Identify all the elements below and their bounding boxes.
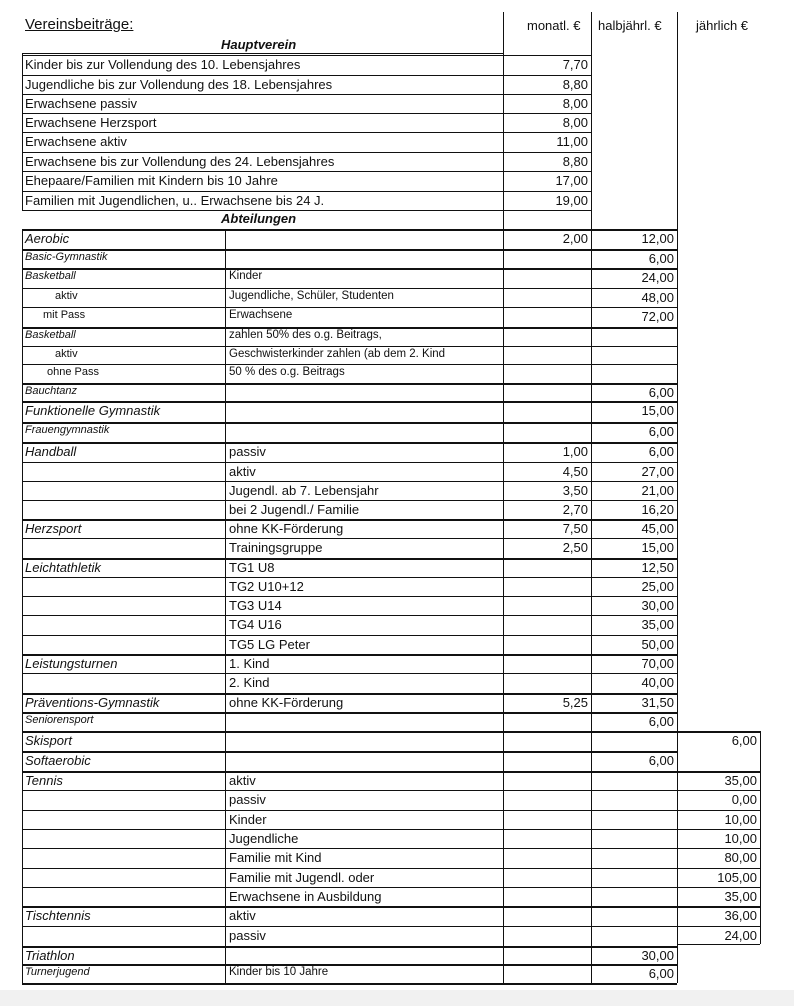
fee-yearly: 35,00	[724, 773, 757, 788]
row-rule	[22, 191, 591, 192]
row-rule	[22, 964, 677, 966]
row-rule	[22, 268, 677, 270]
row-rule	[22, 152, 591, 153]
fee-halfyear: 27,00	[641, 464, 674, 479]
department-name: Basic-Gymnastik	[25, 251, 108, 263]
department-name: aktiv	[55, 348, 78, 360]
fee-monthly: 4,50	[562, 464, 588, 479]
row-rule	[22, 983, 677, 985]
fee-monthly: 1,00	[562, 444, 588, 459]
fee-description: aktiv	[229, 464, 256, 479]
member-fee-label: Erwachsene Herzsport	[25, 115, 157, 130]
fee-halfyear: 40,00	[641, 675, 674, 690]
member-fee-monthly: 8,00	[562, 96, 588, 111]
fee-halfyear: 21,00	[641, 483, 674, 498]
department-name: Softaerobic	[25, 753, 91, 768]
fee-description: TG1 U8	[229, 560, 275, 575]
column-rule	[760, 731, 761, 944]
fee-halfyear: 25,00	[641, 579, 674, 594]
member-fee-label: Erwachsene bis zur Vollendung des 24. Lebensjahres	[25, 154, 335, 169]
fee-halfyear: 31,50	[641, 695, 674, 710]
row-rule	[22, 887, 760, 888]
department-name: Tennis	[25, 773, 63, 788]
fee-description: 2. Kind	[229, 675, 270, 690]
column-header-yearly: jährlich €	[696, 18, 749, 33]
row-rule	[22, 462, 677, 463]
column-rule	[677, 12, 678, 983]
department-name: Präventions-Gymnastik	[25, 695, 160, 710]
row-rule	[22, 249, 677, 251]
department-name: aktiv	[55, 290, 78, 302]
row-rule	[22, 790, 760, 791]
row-rule	[22, 364, 677, 365]
row-rule	[22, 75, 591, 76]
row-rule	[22, 810, 760, 811]
fee-description: 50 % des o.g. Beitrags	[229, 366, 345, 378]
fee-halfyear: 15,00	[641, 403, 674, 418]
fee-description: Jugendl. ab 7. Lebensjahr	[229, 483, 379, 498]
fee-halfyear: 12,00	[641, 231, 674, 246]
fee-description: Trainingsgruppe	[229, 540, 323, 555]
row-rule	[22, 288, 677, 289]
row-rule	[22, 731, 760, 733]
fee-halfyear: 24,00	[641, 270, 674, 285]
department-name: Seniorensport	[25, 714, 94, 726]
row-rule	[22, 635, 677, 636]
fee-description: ohne KK-Förderung	[229, 695, 344, 710]
row-rule	[22, 673, 677, 674]
department-name: Frauengymnastik	[25, 424, 110, 436]
fee-description: passiv	[229, 928, 266, 943]
department-name: Handball	[25, 444, 77, 459]
fee-halfyear: 6,00	[648, 251, 674, 266]
fee-description: aktiv	[229, 773, 256, 788]
member-fee-label: Jugendliche bis zur Vollendung des 18. Lebensjahres	[25, 77, 333, 92]
fee-description: Kinder bis 10 Jahre	[229, 966, 329, 978]
row-rule	[22, 113, 591, 114]
row-rule	[22, 615, 677, 616]
fee-description: aktiv	[229, 908, 256, 923]
fee-monthly: 7,50	[562, 521, 588, 536]
member-fee-label: Kinder bis zur Vollendung des 10. Lebensjahres	[25, 57, 301, 72]
fee-yearly: 24,00	[724, 928, 757, 943]
row-rule	[22, 596, 677, 597]
department-name: Leichtathletik	[25, 560, 101, 575]
fee-halfyear: 6,00	[648, 385, 674, 400]
fee-description: Familie mit Kind	[229, 850, 322, 865]
fee-yearly: 35,00	[724, 889, 757, 904]
row-rule	[22, 654, 677, 656]
fee-halfyear: 50,00	[641, 637, 674, 652]
row-rule	[22, 751, 677, 753]
fee-description: Erwachsene in Ausbildung	[229, 889, 382, 904]
row-rule	[22, 94, 591, 95]
page-bottom-strip	[0, 990, 794, 1006]
column-rule	[22, 229, 23, 983]
department-name: Funktionelle Gymnastik	[25, 403, 161, 418]
fee-description: Kinder	[229, 270, 263, 282]
member-fee-monthly: 8,80	[562, 77, 588, 92]
department-name: Tischtennis	[25, 908, 91, 923]
fee-halfyear: 30,00	[641, 598, 674, 613]
row-rule	[22, 132, 591, 133]
fee-description: Jugendliche, Schüler, Studenten	[229, 290, 394, 302]
column-rule	[591, 12, 592, 983]
fee-description: Familie mit Jugendl. oder	[229, 870, 375, 885]
fee-yearly: 10,00	[724, 812, 757, 827]
column-rule	[225, 229, 226, 983]
row-rule	[22, 712, 677, 714]
fee-halfyear: 15,00	[641, 540, 674, 555]
member-fee-label: Familien mit Jugendlichen, u.. Erwachsene bis 24 J.	[25, 193, 325, 208]
department-name: Bauchtanz	[25, 385, 77, 397]
department-name: Skisport	[25, 733, 72, 748]
fee-monthly: 2,50	[562, 540, 588, 555]
row-rule	[22, 481, 677, 482]
member-fee-label: Ehepaare/Familien mit Kindern bis 10 Jahre	[25, 173, 278, 188]
column-rule	[503, 12, 504, 983]
member-fee-label: Erwachsene passiv	[25, 96, 137, 111]
department-name: Triathlon	[25, 948, 75, 963]
fee-description: passiv	[229, 444, 266, 459]
row-rule	[22, 848, 760, 849]
fee-halfyear: 30,00	[641, 948, 674, 963]
fee-halfyear: 6,00	[648, 753, 674, 768]
section-heading-abteilungen: Abteilungen	[221, 211, 297, 226]
row-rule	[22, 171, 591, 172]
row-rule	[22, 558, 677, 560]
fee-yearly: 105,00	[717, 870, 757, 885]
fee-halfyear: 12,50	[641, 560, 674, 575]
fee-halfyear: 70,00	[641, 656, 674, 671]
department-name: mit Pass	[43, 309, 86, 321]
department-name: Turnerjugend	[25, 966, 90, 978]
row-rule	[22, 383, 677, 385]
member-fee-monthly: 8,00	[562, 115, 588, 130]
member-fee-monthly: 11,00	[556, 134, 588, 149]
fee-halfyear: 35,00	[641, 617, 674, 632]
fee-description: TG4 U16	[229, 617, 282, 632]
fee-halfyear: 48,00	[641, 290, 674, 305]
fee-description: Jugendliche	[229, 831, 299, 846]
fee-halfyear: 6,00	[648, 966, 674, 981]
department-name: Leistungsturnen	[25, 656, 118, 671]
section-heading-hauptverein: Hauptverein	[221, 37, 297, 52]
fee-monthly: 2,00	[562, 231, 588, 246]
fee-description: TG5 LG Peter	[229, 637, 310, 652]
row-rule	[22, 771, 760, 773]
fee-description: Geschwisterkinder zahlen (ab dem 2. Kind	[229, 348, 446, 360]
fee-monthly: 5,25	[562, 695, 588, 710]
fee-description: Kinder	[229, 812, 267, 827]
fee-description: TG2 U10+12	[229, 579, 304, 594]
fee-description: zahlen 50% des o.g. Beitrags,	[229, 329, 382, 341]
row-rule	[22, 53, 503, 54]
column-header-monthly: monatl. €	[527, 18, 581, 33]
department-name: Basketball	[25, 329, 76, 341]
fee-monthly: 2,70	[562, 502, 588, 517]
row-rule	[22, 829, 760, 830]
fee-halfyear: 16,20	[641, 502, 674, 517]
page-title: Vereinsbeiträge:	[25, 16, 134, 33]
row-rule	[22, 906, 760, 908]
row-rule	[22, 926, 760, 927]
row-rule	[22, 500, 677, 501]
row-rule	[22, 422, 677, 424]
fee-halfyear: 6,00	[648, 424, 674, 439]
row-rule	[22, 538, 677, 539]
fee-description: passiv	[229, 792, 266, 807]
fee-monthly: 3,50	[562, 483, 588, 498]
row-rule	[22, 307, 677, 308]
department-name: ohne Pass	[47, 366, 99, 378]
row-rule	[22, 868, 760, 869]
row-rule	[22, 210, 591, 211]
fee-yearly: 10,00	[724, 831, 757, 846]
fee-yearly: 6,00	[731, 733, 757, 748]
fee-description: 1. Kind	[229, 656, 270, 671]
fee-halfyear: 45,00	[641, 521, 674, 536]
row-rule	[677, 944, 760, 945]
fee-yearly: 80,00	[724, 850, 757, 865]
member-fee-monthly: 19,00	[555, 193, 588, 208]
fee-halfyear: 72,00	[641, 309, 674, 324]
member-fee-monthly: 8,80	[562, 154, 588, 169]
row-rule	[22, 577, 677, 578]
column-header-halfyear: halbjährl. €	[598, 18, 662, 33]
fee-halfyear: 6,00	[648, 714, 674, 729]
row-rule	[22, 55, 591, 56]
fee-description: ohne KK-Förderung	[229, 521, 344, 536]
row-rule	[22, 346, 677, 347]
row-rule	[22, 946, 677, 948]
fee-halfyear: 6,00	[648, 444, 674, 459]
member-fee-monthly: 7,70	[562, 57, 588, 72]
department-name: Basketball	[25, 270, 76, 282]
department-name: Herzsport	[25, 521, 82, 536]
fee-yearly: 0,00	[731, 792, 757, 807]
department-name: Aerobic	[25, 231, 70, 246]
fee-yearly: 36,00	[724, 908, 757, 923]
member-fee-monthly: 17,00	[555, 173, 588, 188]
fee-description: Erwachsene	[229, 309, 293, 321]
fee-description: bei 2 Jugendl./ Familie	[229, 502, 360, 517]
fee-description: TG3 U14	[229, 598, 282, 613]
member-fee-label: Erwachsene aktiv	[25, 134, 127, 149]
